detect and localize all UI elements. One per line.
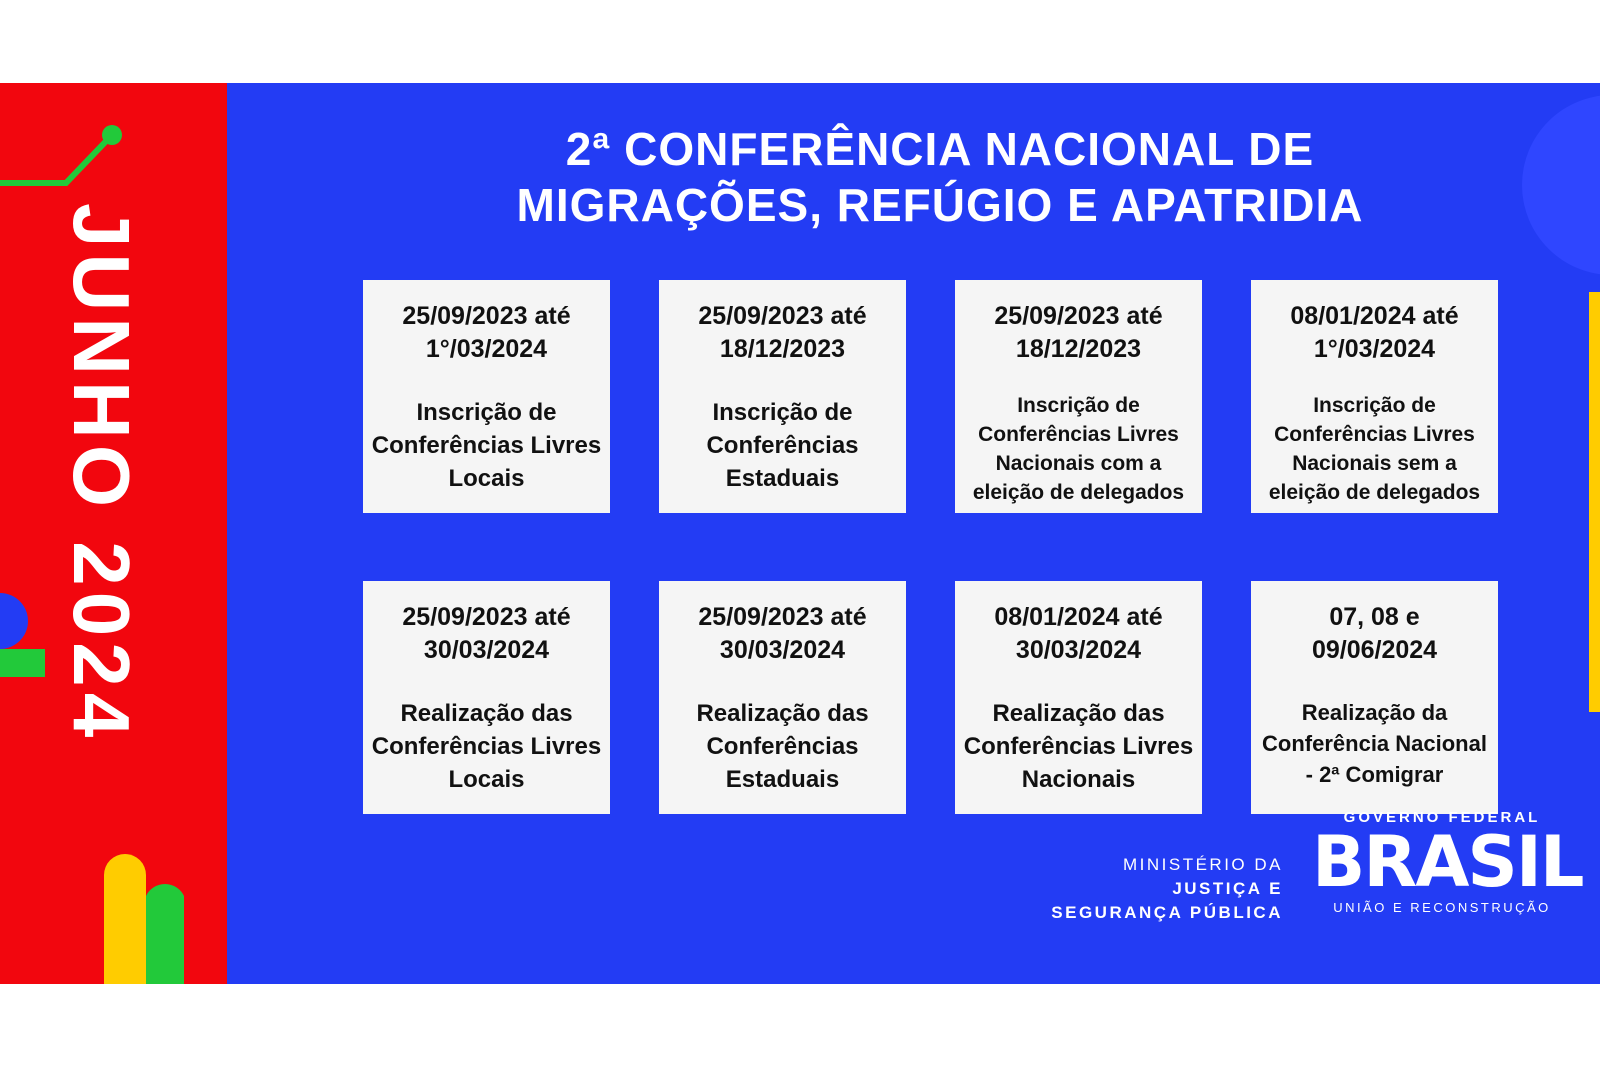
vertical-month-label: JUNHO 2024: [57, 203, 146, 744]
card-date: 08/01/2024 até 30/03/2024: [994, 603, 1163, 664]
schedule-card: [659, 280, 906, 513]
event-banner: [0, 83, 1600, 984]
ministry-name: [1020, 853, 1283, 925]
title-line-1: 2ª CONFERÊNCIA NACIONAL DE: [565, 123, 1315, 175]
card-date: 25/09/2023 até 18/12/2023: [994, 302, 1163, 363]
card-date: 07, 08 e 09/06/2024: [1311, 603, 1438, 664]
card-description: Realização das Conferências Livres Locais: [371, 700, 602, 793]
title-line-2: MIGRAÇÕES, REFÚGIO E APATRIDIA: [516, 179, 1364, 231]
ministry-line-1: MINISTÉRIO DA: [1122, 855, 1283, 874]
green-line-decoration: [0, 135, 112, 183]
yellow-arch-decoration: [104, 854, 146, 984]
card-description: Realização das Conferências Estaduais: [696, 700, 869, 793]
circle-decoration: [1522, 95, 1600, 275]
card-description: Inscrição de Conferências Livres Nacionais sem a eleição de delegados: [1268, 394, 1481, 504]
card-description: Realização das Conferências Livres Nacionais: [963, 700, 1194, 793]
schedule-card: [955, 280, 1202, 513]
ministry-line-3: SEGURANÇA PÚBLICA: [1051, 903, 1283, 922]
green-dot-decoration: [102, 125, 122, 145]
gov-logo-top: GOVERNO FEDERAL: [1343, 809, 1541, 826]
card-date: 25/09/2023 até 30/03/2024: [402, 603, 571, 664]
card-description: Inscrição de Conferências Livres Locais: [371, 399, 602, 492]
card-description: Inscrição de Conferências Livres Nacionais com a eleição de delegados: [972, 394, 1185, 504]
card-date: 25/09/2023 até 18/12/2023: [698, 302, 867, 363]
yellow-bar-decoration: [1589, 292, 1600, 712]
blue-halfcircle-decoration: [0, 593, 28, 649]
page-title: [440, 121, 1440, 233]
ministry-line-2: JUSTIÇA E: [1172, 879, 1283, 898]
schedule-card: [659, 581, 906, 814]
schedule-card: [1251, 280, 1498, 513]
green-block-decoration: [0, 649, 45, 677]
card-description: Inscrição de Conferências Estaduais: [706, 399, 859, 492]
gov-logo-name: BRASIL: [1312, 821, 1583, 903]
gov-logo-tagline: UNIÃO E RECONSTRUÇÃO: [1333, 900, 1551, 915]
schedule-card: [363, 581, 610, 814]
green-arch-decoration: [146, 884, 184, 984]
card-date: 25/09/2023 até 1°/03/2024: [402, 302, 571, 363]
government-logo: [1312, 809, 1583, 915]
schedule-card: [1251, 581, 1498, 814]
schedule-card: [363, 280, 610, 513]
side-panel: [0, 83, 227, 984]
card-date: 08/01/2024 até 1°/03/2024: [1290, 302, 1459, 363]
card-description: Realização da Conferência Nacional - 2ª Comigrar: [1262, 700, 1487, 787]
card-date: 25/09/2023 até 30/03/2024: [698, 603, 867, 664]
schedule-card: [955, 581, 1202, 814]
